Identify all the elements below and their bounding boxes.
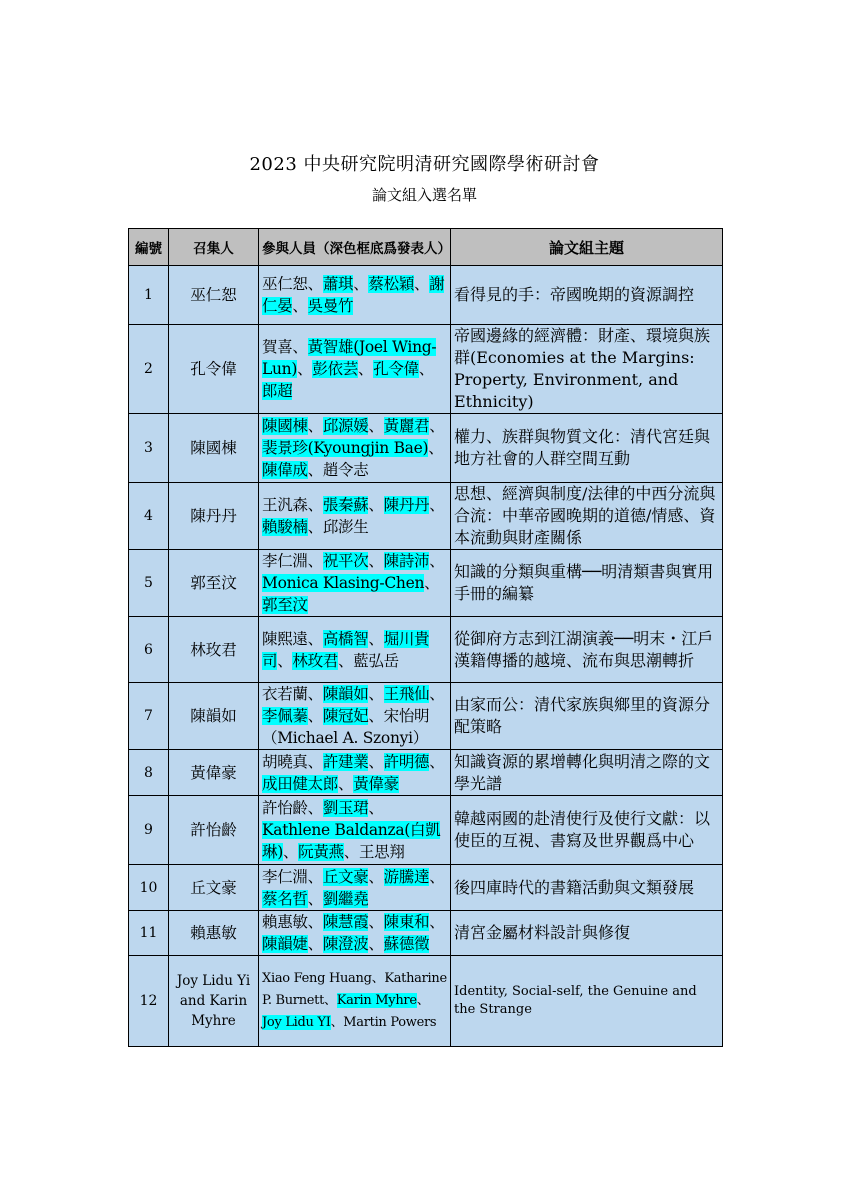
- presenter-name: Karin Myhre: [336, 993, 417, 1008]
- name-separator: 、: [416, 993, 430, 1008]
- row-number: 7: [129, 683, 169, 750]
- participant-name: 李仁淵: [262, 552, 308, 570]
- participants-cell: [259, 325, 451, 414]
- name-separator: 、: [429, 496, 445, 514]
- presenter-name: 王飛仙: [383, 685, 430, 703]
- row-number: 8: [129, 750, 169, 796]
- presenter-name: 彭依芸: [312, 360, 358, 378]
- row-number: 3: [129, 414, 169, 483]
- table-row: [129, 956, 723, 1047]
- presenter-name: 張秦蘇: [322, 496, 369, 514]
- presenter-name: 堀川貴司: [262, 629, 430, 670]
- row-number: 12: [129, 956, 169, 1047]
- name-separator: 、: [429, 417, 445, 435]
- participants-cell: [259, 483, 451, 550]
- convener-cell: 陳國棟: [169, 414, 259, 483]
- presenter-name: 謝仁晏: [262, 275, 445, 315]
- name-separator: 、: [307, 496, 323, 514]
- presenter-name: 丘文豪: [322, 867, 369, 886]
- participants-cell: [259, 911, 451, 956]
- name-separator: 、: [429, 913, 445, 931]
- name-separator: 、: [338, 651, 354, 670]
- column-header-topic: 論文組主題: [451, 229, 723, 266]
- topic-cell: 看得見的手：帝國晚期的資源調控: [451, 266, 723, 325]
- convener-cell: 郭至汶: [169, 550, 259, 617]
- presenter-name: Joy Lidu YI: [262, 1015, 331, 1030]
- table-row: [129, 414, 723, 483]
- name-separator: 、: [307, 629, 323, 648]
- name-separator: 、: [324, 993, 337, 1008]
- participants-cell: [259, 796, 451, 865]
- presenter-name: 吳曼竹: [307, 297, 354, 315]
- presenter-name: 劉繼堯: [322, 889, 369, 908]
- presenter-name: 林玫君: [292, 651, 339, 670]
- participant-name: 李仁淵: [262, 867, 308, 886]
- name-separator: 、: [368, 685, 384, 703]
- participant-name: 陳熙遠: [262, 629, 308, 648]
- name-separator: 、: [307, 707, 323, 725]
- table-row: [129, 796, 723, 865]
- presenter-name: 賴駿楠: [262, 518, 308, 536]
- presenter-name: 陳澄波: [322, 935, 369, 953]
- table-row: [129, 750, 723, 796]
- presenter-name: 邱源媛: [322, 417, 369, 435]
- name-separator: 、: [429, 552, 445, 570]
- participant-name: 賀喜: [262, 338, 293, 356]
- convener-cell: 丘文豪: [169, 865, 259, 911]
- presenter-name: 蕭琪: [322, 275, 354, 293]
- participant-name: 邱澎生: [322, 518, 369, 536]
- convener-cell: Joy Lidu Yi and Karin Myhre: [169, 956, 259, 1047]
- name-separator: 、: [368, 799, 384, 817]
- participant-name: 衣若蘭: [262, 685, 308, 703]
- row-number: 2: [129, 325, 169, 414]
- name-separator: 、: [292, 338, 308, 356]
- name-separator: 、: [307, 799, 323, 817]
- table-row: [129, 683, 723, 750]
- presenter-name: 黃麗君: [383, 417, 430, 435]
- convener-cell: 陳丹丹: [169, 483, 259, 550]
- participants-cell: [259, 266, 451, 325]
- presenter-name: Monica Klasing-Chen: [262, 574, 425, 592]
- presenter-name: 祝平次: [322, 552, 369, 570]
- participant-name: 藍弘岳: [353, 651, 399, 670]
- convener-cell: 陳韻如: [169, 683, 259, 750]
- name-separator: 、: [368, 629, 384, 648]
- row-number: 1: [129, 266, 169, 325]
- participant-name: Martin Powers: [343, 1015, 437, 1030]
- name-separator: 、: [414, 275, 430, 293]
- page-title: 2023 中央研究院明清研究國際學術研討會: [249, 154, 600, 175]
- participants-cell: [259, 683, 451, 750]
- presenter-name: 黃偉豪: [353, 774, 399, 793]
- name-separator: 、: [368, 496, 384, 514]
- table-row: [129, 325, 723, 414]
- name-separator: 、: [368, 552, 384, 570]
- row-number: 5: [129, 550, 169, 617]
- name-separator: 、: [368, 707, 384, 725]
- topic-cell: 知識的分類與重構──明清類書與實用手冊的編纂: [451, 550, 723, 617]
- presenter-name: 郭至汶: [262, 596, 308, 614]
- convener-cell: 賴惠敏: [169, 911, 259, 956]
- name-separator: 、: [343, 843, 359, 861]
- row-number: 4: [129, 483, 169, 550]
- participant-name: 宋怡明（Michael A. Szonyi）: [262, 707, 430, 747]
- name-separator: 、: [368, 417, 384, 435]
- name-separator: 、: [307, 867, 323, 886]
- topic-cell: 清宮金屬材料設計與修復: [451, 911, 723, 956]
- name-separator: 、: [307, 935, 323, 953]
- name-separator: 、: [307, 461, 323, 479]
- table-row: [129, 550, 723, 617]
- name-separator: 、: [307, 889, 323, 908]
- participants-cell: [259, 414, 451, 483]
- column-header-participants: 參與人員（深色框底爲發表人）: [259, 229, 451, 266]
- presenter-name: 陳丹丹: [383, 496, 430, 514]
- name-separator: 、: [292, 297, 308, 315]
- topic-cell: 知識資源的累增轉化與明清之際的文學光譜: [451, 750, 723, 796]
- row-number: 11: [129, 911, 169, 956]
- name-separator: 、: [307, 417, 323, 435]
- topic-cell: 由家而公：清代家族與鄉里的資源分配策略: [451, 683, 723, 750]
- presenter-name: 郎超: [262, 382, 293, 400]
- name-separator: 、: [357, 360, 374, 378]
- topic-cell: 從御府方志到江湖演義──明末・江戶漢籍傳播的越境、流布與思潮轉折: [451, 617, 723, 683]
- name-separator: 、: [368, 867, 384, 886]
- participant-name: Xiao Feng Huang: [262, 971, 372, 986]
- participants-cell: [259, 550, 451, 617]
- topic-cell: 權力、族群與物質文化：清代宮廷與地方社會的人群空間互動: [451, 414, 723, 483]
- topic-cell: 帝國邊緣的經濟體：財產、環境與族群(Economies at the Margins: Property, Environment, and Ethnicity): [451, 325, 723, 414]
- participant-name: 胡曉真: [262, 752, 308, 771]
- name-separator: 、: [307, 552, 323, 570]
- presenter-name: 李佩蓁: [262, 707, 308, 725]
- row-number: 9: [129, 796, 169, 865]
- presenter-name: 成田健太郎: [262, 774, 339, 793]
- presenter-name: 陳國棟: [262, 417, 308, 435]
- name-separator: 、: [307, 518, 323, 536]
- name-separator: 、: [297, 360, 313, 378]
- row-number: 6: [129, 617, 169, 683]
- table-row: [129, 266, 723, 325]
- participant-name: Katharine P. Burnett: [262, 971, 447, 1008]
- participant-name: 巫仁恕: [262, 275, 308, 293]
- participant-name: 王思翔: [358, 843, 405, 861]
- presenter-name: 裴景珍(Kyoungjin Bae): [262, 439, 429, 457]
- name-separator: 、: [307, 752, 323, 771]
- convener-cell: 許怡齡: [169, 796, 259, 865]
- name-separator: 、: [307, 275, 323, 293]
- table-row: [129, 865, 723, 911]
- name-separator: 、: [338, 774, 354, 793]
- name-separator: 、: [368, 935, 384, 953]
- participants-cell: [259, 956, 451, 1047]
- name-separator: 、: [424, 574, 440, 592]
- topic-cell: 思想、經濟與制度/法律的中西分流與合流：中華帝國晚期的道德/情感、資本流動與財產關係: [451, 483, 723, 550]
- name-separator: 、: [330, 1015, 344, 1030]
- presenter-name: 陳韻婕: [262, 935, 308, 953]
- name-separator: 、: [277, 651, 293, 670]
- presenter-name: 高橋智: [322, 629, 369, 648]
- presenter-name: 陳韻如: [322, 685, 369, 703]
- presenter-name: 蘇德徵: [383, 935, 430, 953]
- table-header-row: [129, 229, 723, 266]
- participant-name: 許怡齡: [262, 799, 308, 817]
- table-row: [129, 911, 723, 956]
- presenter-name: 游騰達: [383, 867, 430, 886]
- presenter-name: 陳偉成: [262, 461, 308, 479]
- presenter-name: 陳東和: [383, 913, 430, 931]
- presenter-name: 許建業: [322, 752, 369, 771]
- topic-cell: Identity, Social-self, the Genuine and the Strange: [451, 956, 723, 1047]
- name-separator: 、: [418, 360, 434, 378]
- presenter-name: Kathlene Baldanza(白凱琳): [262, 821, 441, 861]
- column-header-number: 編號: [129, 229, 169, 266]
- presenter-name: 阮黃燕: [298, 843, 344, 861]
- presenter-name: 陳慧霞: [322, 913, 369, 931]
- presenter-name: 蔡松穎: [368, 275, 415, 293]
- presenter-name: 劉玉珺: [322, 799, 369, 817]
- name-separator: 、: [429, 685, 445, 703]
- topic-cell: 後四庫時代的書籍活動與文類發展: [451, 865, 723, 911]
- participant-name: 趙令志: [322, 461, 369, 479]
- presenter-name: 陳詩沛: [383, 552, 430, 570]
- convener-cell: 巫仁恕: [169, 266, 259, 325]
- name-separator: 、: [282, 843, 299, 861]
- topic-cell: 韓越兩國的赴清使行及使行文獻：以使臣的互視、書寫及世界觀爲中心: [451, 796, 723, 865]
- table-row: [129, 483, 723, 550]
- convener-cell: 孔令偉: [169, 325, 259, 414]
- convener-cell: 林玫君: [169, 617, 259, 683]
- row-number: 10: [129, 865, 169, 911]
- name-separator: 、: [368, 752, 384, 771]
- convener-cell: 黃偉豪: [169, 750, 259, 796]
- name-separator: 、: [429, 867, 445, 886]
- column-header-convener: 召集人: [169, 229, 259, 266]
- presenter-name: 蔡名哲: [262, 889, 308, 908]
- presenter-name: 孔令偉: [373, 360, 419, 378]
- name-separator: 、: [307, 913, 323, 931]
- presenter-name: 黃智雄(Joel Wing-Lun): [262, 338, 437, 378]
- participant-name: 王汎森: [262, 496, 308, 514]
- panel-list-table: [128, 228, 723, 1047]
- participants-cell: [259, 865, 451, 911]
- name-separator: 、: [353, 275, 369, 293]
- presenter-name: 許明德: [383, 752, 430, 771]
- participant-name: 賴惠敏: [262, 913, 308, 931]
- page-subtitle: 論文組入選名單: [371, 186, 477, 204]
- name-separator: 、: [371, 971, 385, 986]
- participants-cell: [259, 750, 451, 796]
- name-separator: 、: [429, 752, 445, 771]
- name-separator: 、: [428, 439, 444, 457]
- name-separator: 、: [368, 913, 384, 931]
- participants-cell: [259, 617, 451, 683]
- table-row: [129, 617, 723, 683]
- name-separator: 、: [307, 685, 323, 703]
- presenter-name: 陳冠妃: [322, 707, 369, 725]
